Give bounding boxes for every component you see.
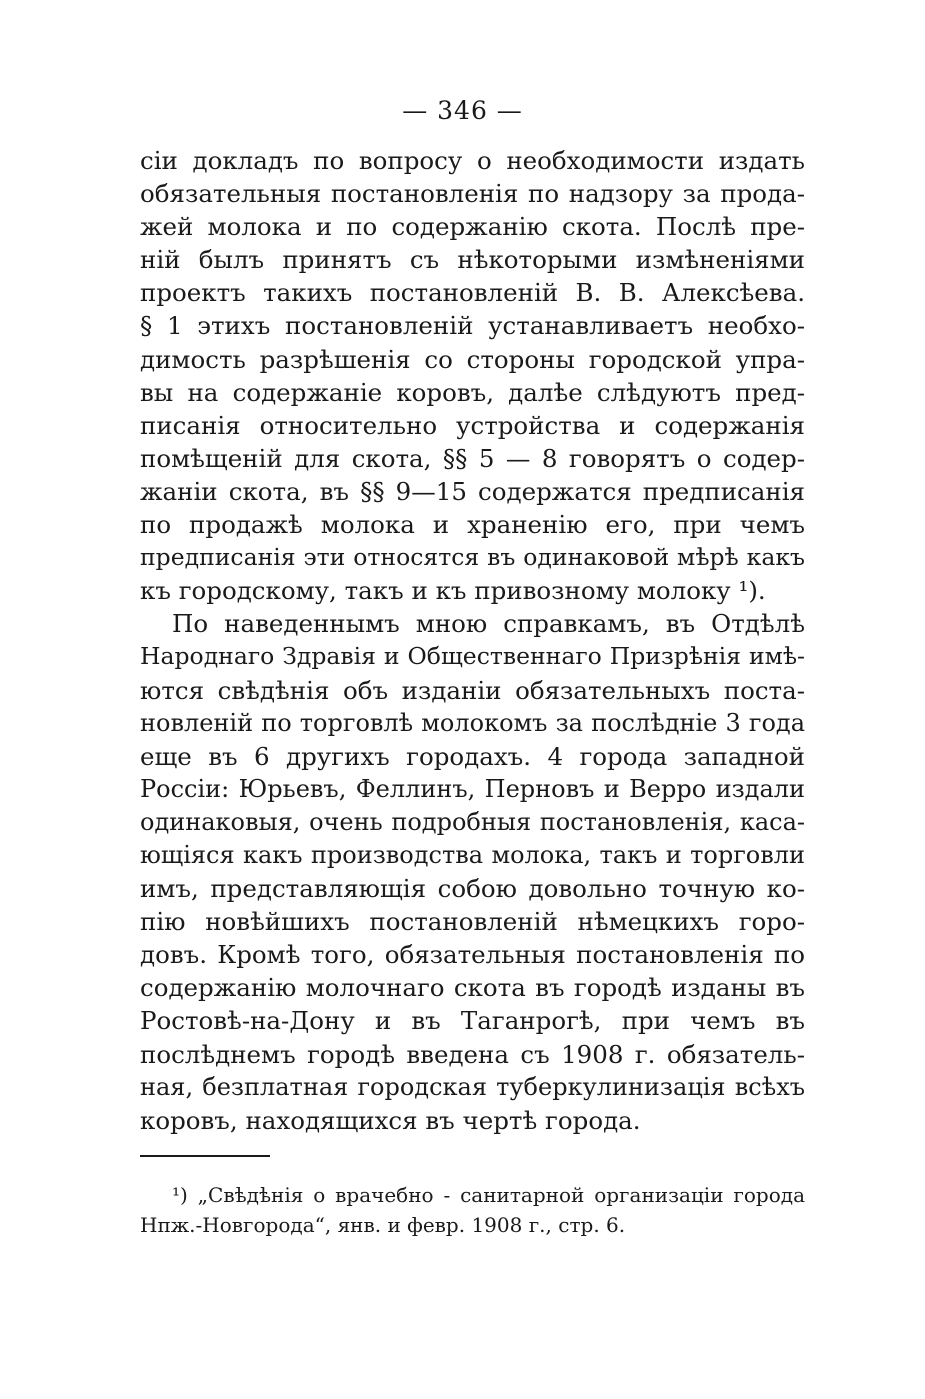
text-line: имъ, представляющія собою довольно точную ко- [140, 874, 805, 904]
text-line: одинаковыя, очень подробныя постановленія, каса- [140, 807, 805, 836]
text-line: довъ. Кромѣ того, обязательныя постановленія по [140, 940, 805, 970]
page-number: — 346 — [402, 96, 523, 125]
text-line: къ городскому, такъ и къ привозному молоку ¹). [140, 576, 766, 606]
text-line: жей молока и по содержанію скота. Послѣ пре- [140, 212, 805, 242]
text-line: предписанія эти относятся въ одинаковой мѣрѣ какъ [140, 543, 805, 572]
text-line: ются свѣдѣнія объ изданіи обязательныхъ поста- [140, 675, 805, 705]
text-line: обязательныя постановленія по надзору за прода- [140, 179, 805, 209]
text-line: Народнаго Здравія и Общественнаго Призрѣнія имѣ- [140, 642, 805, 671]
text-line: сіи докладъ по вопросу о необходимости издать [140, 146, 805, 175]
footnote [140, 1180, 805, 1240]
text-line: § 1 этихъ постановленій устанавливаетъ необхо- [140, 311, 805, 341]
text-line: ная, безплатная городская туберкулинизація всѣхъ [140, 1072, 805, 1101]
text-line: Россіи: Юрьевъ, Феллинъ, Перновъ и Верро издали [140, 774, 805, 803]
footnote-line: Нпж.-Новгорода“, янв. и февр. 1908 г., стр. 6. [140, 1213, 626, 1237]
text-line: пію новѣйшихъ постановленій нѣмецкихъ горо- [140, 907, 805, 937]
text-line: новленій по торговлѣ молокомъ за послѣдніе 3 года [140, 708, 805, 737]
footnote-divider [140, 1155, 270, 1157]
text-line: послѣднемъ городѣ введена съ 1908 г. обязатель- [140, 1039, 805, 1069]
text-line: еще въ 6 другихъ городахъ. 4 города западной [140, 741, 805, 771]
main-text [140, 144, 805, 1137]
paragraph-start-line: По наведеннымъ мною справкамъ, въ Отдѣлѣ [172, 609, 805, 639]
text-line: ющіяся какъ производства молока, такъ и торговли [140, 840, 805, 869]
text-line: по продажѣ молока и храненію его, при чемъ [140, 510, 805, 540]
footnote-line: ¹) „Свѣдѣнія о врачебно - санитарной организаціи города [172, 1183, 805, 1207]
text-line: димость разрѣшенія со стороны городской упра- [140, 344, 805, 374]
text-line: вы на содержаніе коровъ, далѣе слѣдуютъ пред- [140, 377, 805, 407]
text-line: содержанію молочнаго скота въ городѣ изданы въ [140, 973, 805, 1003]
text-line: коровъ, находящихся въ чертѣ города. [140, 1105, 641, 1135]
text-line: жаніи скота, въ §§ 9—15 содержатся предписанія [140, 476, 805, 506]
text-line: помѣщеній для скота, §§ 5 — 8 говорятъ о содер- [140, 443, 805, 473]
text-line: проектъ такихъ постановленій В. В. Алексѣева. [140, 278, 805, 308]
text-line: Ростовѣ-на-Дону и въ Таганрогѣ, при чемъ въ [140, 1006, 805, 1036]
text-line: ній былъ принятъ съ нѣкоторыми измѣненіями [140, 245, 805, 275]
text-line: писанія относительно устройства и содержанія [140, 410, 805, 440]
